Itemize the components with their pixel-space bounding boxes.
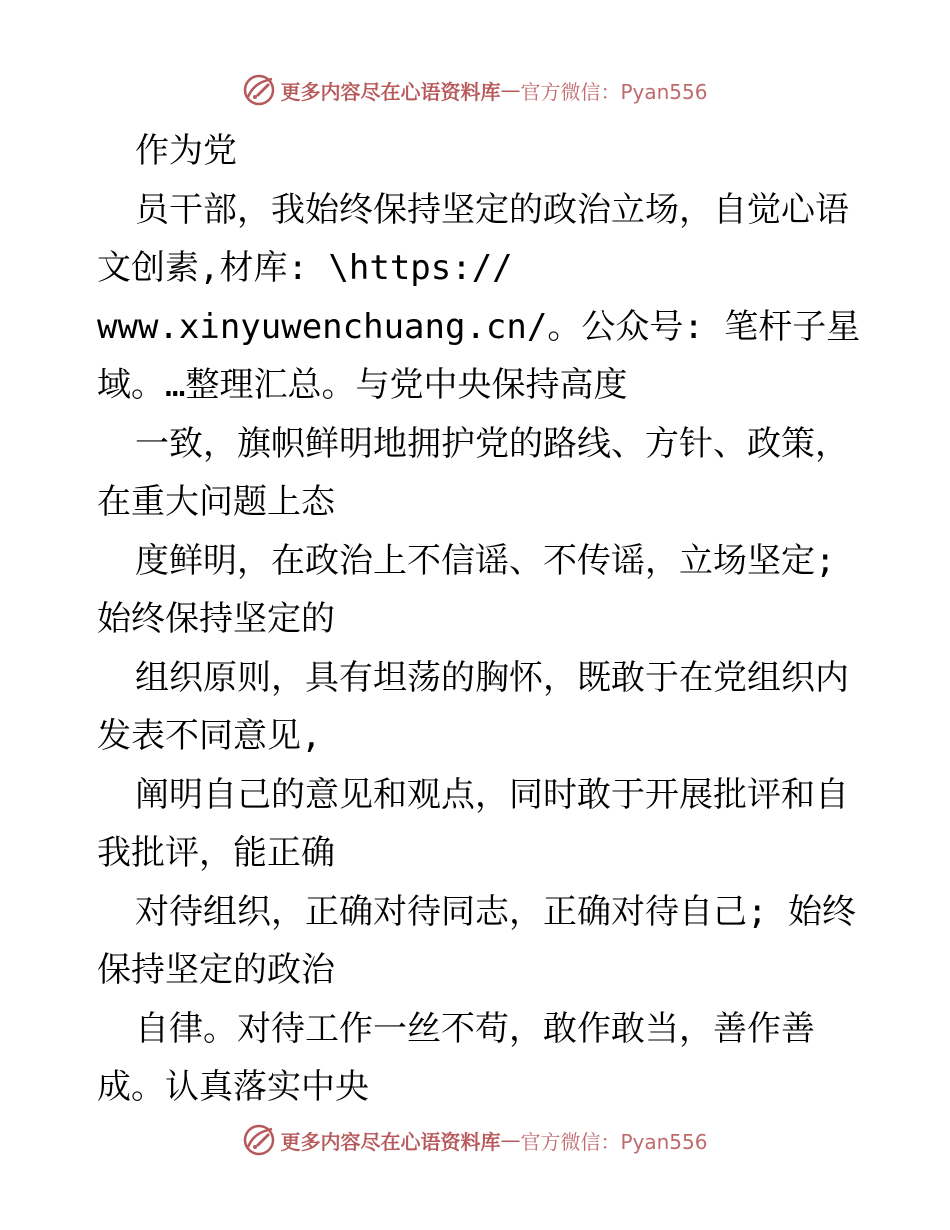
pen-logo-icon — [242, 73, 276, 107]
text-line: 员干部，我始终保持坚定的政治立场，自觉心语 — [135, 189, 849, 230]
text-line: 阐明自己的意见和观点，同时敢于开展批评和自 — [135, 774, 849, 815]
text-line: 自律。对待工作一丝不苟，敢作敢当，善作善 — [135, 1008, 815, 1049]
watermark-separator: — — [500, 78, 521, 102]
text-line: 在重大问题上态 — [97, 482, 335, 522]
text-line: 成。认真落实中央 — [97, 1067, 369, 1107]
pen-logo-icon — [242, 1123, 276, 1157]
watermark-site-text: 更多内容尽在心语资料库 — [280, 79, 501, 104]
text-line: 文创素,材库: \https:// — [97, 248, 513, 288]
text-line: 始终保持坚定的 — [97, 599, 335, 639]
footer-watermark — [0, 1120, 950, 1160]
text-line: 度鲜明，在政治上不信谣、不传谣，立场坚定; — [135, 540, 836, 581]
document-body — [97, 122, 877, 1117]
text-line: 一致，旗帜鲜明地拥护党的路线、方针、政策， — [135, 423, 849, 464]
watermark-wechat-text: 官方微信：Pyan556 — [520, 1129, 708, 1154]
text-line: www.xinyuwenchuang.cn/。公众号: 笔杆子星 — [97, 306, 861, 347]
text-line: 对待组织，正确对待同志，正确对待自己; 始终 — [135, 891, 856, 932]
text-line: 域。…整理汇总。与党中央保持高度 — [97, 365, 628, 405]
text-line: 发表不同意见, — [97, 716, 322, 756]
text-line: 组织原则，具有坦荡的胸怀，既敢于在党组织内 — [135, 657, 849, 698]
header-watermark — [0, 70, 950, 110]
text-line: 作为党 — [135, 131, 237, 171]
text-line: 我批评，能正确 — [97, 833, 335, 873]
watermark-wechat-text: 官方微信：Pyan556 — [520, 79, 708, 104]
watermark-separator: — — [500, 1128, 521, 1152]
watermark-site-text: 更多内容尽在心语资料库 — [280, 1129, 501, 1154]
text-line: 保持坚定的政治 — [97, 950, 335, 990]
